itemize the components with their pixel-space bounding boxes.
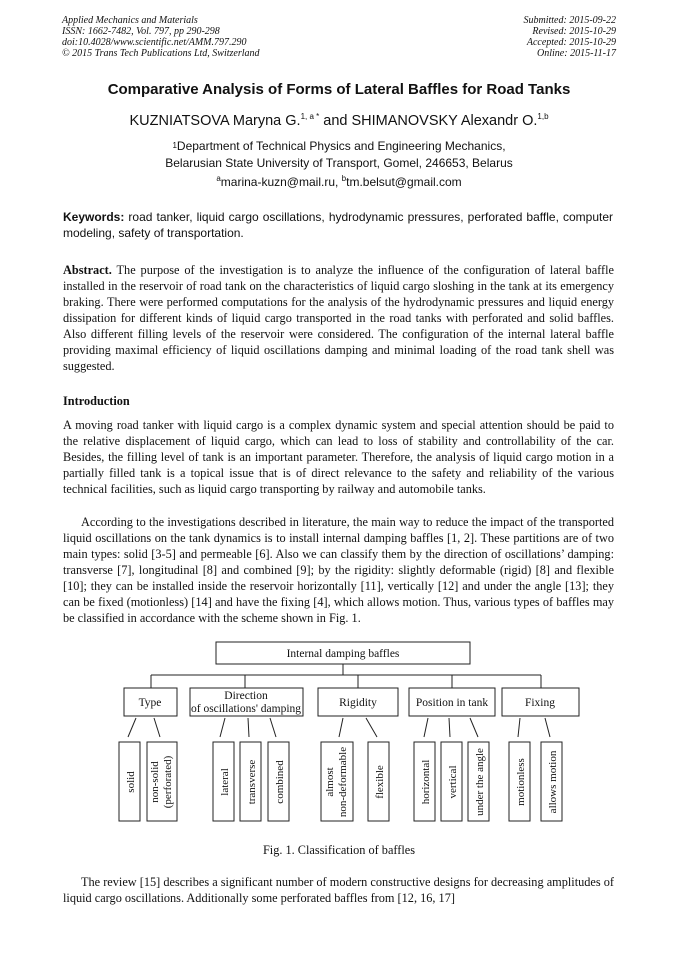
- classification-diagram: [0, 640, 678, 835]
- leaf-non-solid-2: (perforated): [162, 755, 174, 809]
- journal-name: Applied Mechanics and Materials: [62, 15, 198, 26]
- affiliation-line-2: Belarusian State University of Transport, Gomel, 246653, Belarus: [165, 156, 513, 170]
- leaf-lateral: lateral: [219, 768, 231, 796]
- leaf-vertical: vertical: [447, 765, 459, 799]
- intro-paragraph-2: According to the investigations described in literature, the main way to reduce the impact of the transported liquid oscillations on the tank dynamics is to install internal damping baffles [1, 2]. These partitions are of two main types: solid [3-5] and permeable [6]. Also we can classify them by the direction of oscillations’ damping: transverse [7], longitudinal [8] and combined [9]; by the rigidity: slightly deformable (rigid) [8] and flexible [10]; they can be installed inside the reservoir horizontally [11], vertically [12] and under the angle [13]; they can be fixed (motionless) [14] and have the fixing [4], which allows motion. Thus, various types of baffles may be classified in accordance with the scheme shown in Fig. 1.: [63, 515, 614, 625]
- issn: ISSN: 1662-7482, Vol. 797, pp 290-298: [62, 26, 220, 37]
- paper-title: Comparative Analysis of Forms of Lateral Baffles for Road Tanks: [107, 81, 571, 98]
- revised-date: Revised: 2015-10-29: [532, 26, 616, 37]
- category-label-position: Position in tank: [415, 697, 489, 709]
- keywords: [63, 209, 613, 241]
- keywords-text: road tanker, liquid cargo oscillations, hydrodynamic pressures, perforated baffle, computer modeling, safety of transportation.: [63, 210, 613, 240]
- accepted-date: Accepted: 2015-10-29: [526, 37, 616, 48]
- author-2-sup: 1,b: [537, 112, 549, 121]
- journal-info: [62, 15, 260, 59]
- root-label: Internal damping baffles: [286, 648, 400, 660]
- author-and: and: [319, 113, 352, 129]
- category-label-fixing: Fixing: [524, 697, 556, 709]
- section-heading-introduction: Introduction: [63, 394, 130, 408]
- email-a-sup: a: [216, 174, 221, 183]
- category-label-direction: Direction: [224, 690, 268, 702]
- leaf-solid: solid: [125, 771, 137, 793]
- doi: doi:10.4028/www.scientific.net/AMM.797.290: [62, 37, 247, 48]
- email-b-sup: b: [341, 174, 347, 183]
- dates-info: [524, 15, 617, 59]
- figure-caption: Fig. 1. Classification of baffles: [262, 843, 416, 857]
- leaf-combined: combined: [274, 760, 286, 804]
- leaf-under-angle: under the angle: [474, 748, 486, 816]
- author-1-sup: 1, a *: [300, 112, 320, 121]
- abstract: [63, 262, 614, 374]
- author-2: SHIMANOVSKY Alexandr O.: [351, 113, 538, 129]
- leaf-almost: almost: [324, 767, 336, 797]
- leaf-transverse: transverse: [246, 759, 258, 805]
- email-b: tm.belsut@gmail.com: [346, 175, 462, 189]
- leaf-allows-motion: allows motion: [547, 750, 559, 814]
- affiliation-line-1: Department of Technical Physics and Engineering Mechanics,: [176, 139, 506, 153]
- authors: [0, 113, 678, 129]
- copyright: © 2015 Trans Tech Publications Ltd, Switzerland: [62, 48, 260, 59]
- leaf-non-solid: non-solid: [149, 761, 161, 803]
- email-a: marina-kuzn@mail.ru,: [220, 175, 342, 189]
- affiliation-sup: 1: [172, 141, 177, 150]
- abstract-text: The purpose of the investigation is to analyze the influence of the configuration of lateral baffle installed in the reservoir of road tank on the characteristics of liquid cargo sloshing in the tank at its emergency braking. There were performed computations for the analysis of the hydrodynamic pressures and liquid energy dissipation for different kinds of liquid cargo transported in the road tanks with perforated and solid baffles. Also different filling levels of the reservoir were considered. The configuration of the internal lateral baffle providing maximal efficiency of liquid oscillations damping and minimal loading of the road tank shell was suggested.: [63, 263, 614, 373]
- intro-paragraph-3: The review [15] describes a significant number of modern constructive designs for decreasing amplitudes of liquid cargo oscillations. Additionally some perforated baffles from [12, 16, 17]: [63, 875, 614, 905]
- submitted-date: Submitted: 2015-09-22: [523, 15, 616, 26]
- keywords-label: Keywords:: [63, 210, 125, 224]
- leaf-motionless: motionless: [515, 758, 527, 806]
- leaf-almost-2: non-deformable: [337, 746, 349, 818]
- category-label-rigidity: Rigidity: [339, 697, 377, 709]
- category-label-type: Type: [138, 697, 162, 709]
- leaf-flexible: flexible: [374, 765, 386, 799]
- category-label-direction-2: of oscillations' damping: [190, 703, 302, 715]
- affiliation: [0, 138, 678, 172]
- intro-paragraph-1: A moving road tanker with liquid cargo is a complex dynamic system and special attention should be paid to the relative displacement of liquid cargo, which can lead to loss of stability and controllability of the car. Besides, the filling level of tank is an important parameter. Therefore, the analysis of liquid cargo motion in a partially filled tank is a topical issue that is of direct relevance to the safety and reliability of the various technical facilities, such as liquid cargo transporting by railway and automobile tanks.: [63, 418, 614, 496]
- author-1: KUZNIATSOVA Maryna G.: [129, 113, 301, 129]
- emails: [0, 175, 678, 189]
- online-date: Online: 2015-11-17: [537, 48, 616, 59]
- abstract-label: Abstract.: [63, 263, 112, 277]
- leaf-horizontal: horizontal: [420, 759, 432, 805]
